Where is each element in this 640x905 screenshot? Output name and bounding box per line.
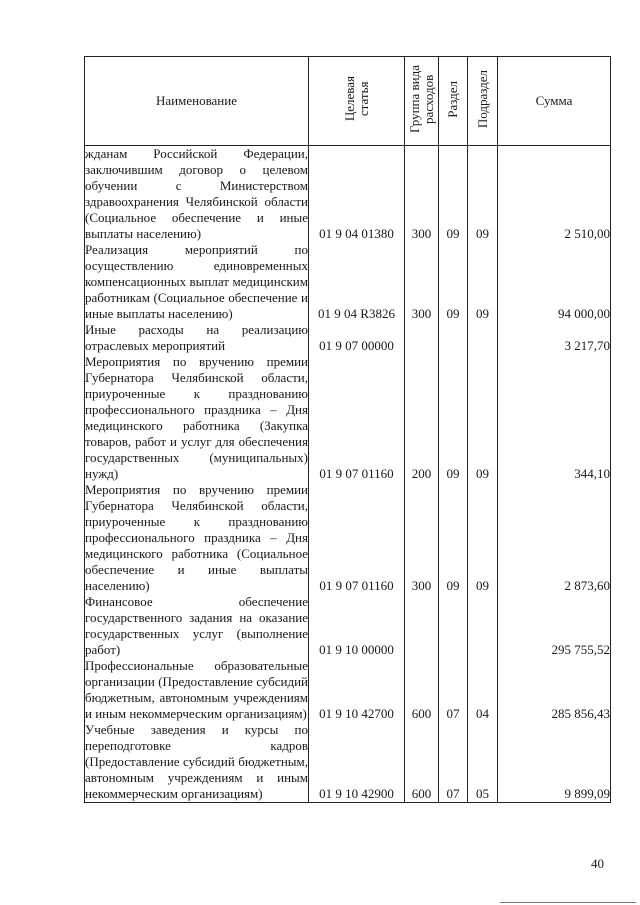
row-sum: 285 856,43 (498, 658, 611, 722)
row-subsection (468, 322, 498, 354)
row-sum: 94 000,00 (498, 242, 611, 322)
header-sum: Сумма (498, 57, 611, 146)
row-target-article: 01 9 10 42900 (309, 722, 405, 803)
row-target-article: 01 9 10 42700 (309, 658, 405, 722)
row-subsection: 09 (468, 146, 498, 243)
table-row (85, 482, 611, 594)
row-subsection: 09 (468, 242, 498, 322)
row-target-article: 01 9 07 01160 (309, 482, 405, 594)
row-expense-group: 600 (405, 658, 439, 722)
table-row (85, 658, 611, 722)
row-target-article: 01 9 04 01380 (309, 146, 405, 243)
row-expense-group: 300 (405, 482, 439, 594)
table-header-row (85, 57, 611, 146)
header-expense-group: Группа вида расходов (405, 57, 439, 146)
row-name: Финансовое обеспечение государственного задания на оказание государственных услуг (выполнение работ) (85, 594, 308, 657)
header-name: Наименование (85, 57, 309, 146)
row-target-article: 01 9 04 R3826 (309, 242, 405, 322)
table-row (85, 322, 611, 354)
row-section: 09 (439, 354, 468, 482)
row-expense-group: 600 (405, 722, 439, 803)
table-row (85, 722, 611, 803)
table-row (85, 594, 611, 658)
row-sum: 2 873,60 (498, 482, 611, 594)
row-section: 09 (439, 482, 468, 594)
row-expense-group: 300 (405, 146, 439, 243)
row-expense-group (405, 322, 439, 354)
row-subsection: 09 (468, 354, 498, 482)
row-subsection: 09 (468, 482, 498, 594)
row-sum: 2 510,00 (498, 146, 611, 243)
bottom-rule (500, 902, 636, 903)
row-expense-group: 200 (405, 354, 439, 482)
row-subsection: 04 (468, 658, 498, 722)
row-section: 07 (439, 722, 468, 803)
row-sum: 3 217,70 (498, 322, 611, 354)
row-subsection: 05 (468, 722, 498, 803)
row-section (439, 594, 468, 658)
row-sum: 9 899,09 (498, 722, 611, 803)
header-subsection: Подраздел (468, 57, 498, 146)
row-subsection (468, 594, 498, 658)
row-sum: 295 755,52 (498, 594, 611, 658)
table-row (85, 354, 611, 482)
row-sum: 344,10 (498, 354, 611, 482)
row-section: 09 (439, 146, 468, 243)
row-section: 09 (439, 242, 468, 322)
header-section: Раздел (439, 57, 468, 146)
row-target-article: 01 9 07 01160 (309, 354, 405, 482)
row-name: Учебные заведения и курсы по переподготовке кадров (Предоставление субсидий бюджетным, автономным учреждениям и иным некоммерческим организациям) (85, 722, 308, 801)
row-expense-group: 300 (405, 242, 439, 322)
budget-table (84, 56, 611, 803)
row-name: Мероприятия по вручению премии Губернатора Челябинской области, приуроченные к празднованию профессионального праздника – Дня медицинского работника (Закупка товаров, работ и услуг для обеспечения государственных (муниципальных) нужд) (85, 354, 308, 481)
row-target-article: 01 9 10 00000 (309, 594, 405, 658)
row-section: 07 (439, 658, 468, 722)
row-section (439, 322, 468, 354)
row-name: Реализация мероприятий по осуществлению единовременных компенсационных выплат медицинским работникам (Социальное обеспечение и иные выплаты населению) (85, 242, 308, 321)
table-row (85, 146, 611, 243)
row-name: Иные расходы на реализацию отраслевых мероприятий (85, 322, 308, 353)
table-row (85, 242, 611, 322)
page-number: 40 (591, 856, 604, 871)
row-target-article: 01 9 07 00000 (309, 322, 405, 354)
header-target-article: Целевая статья (309, 57, 405, 146)
row-name: Мероприятия по вручению премии Губернатора Челябинской области, приуроченные к празднованию профессионального праздника – Дня медицинского работника (Социальное обеспечение и иные выплаты населению) (85, 482, 308, 593)
row-name: Профессиональные образовательные организации (Предоставление субсидий бюджетным, автономным учреждениям и иным некоммерческим организациям) (85, 658, 308, 721)
row-name: жданам Российской Федерации, заключившим договор о целевом обучении с Министерством здравоохранения Челябинской области (Социальное обеспечение и иные выплаты населению) (85, 146, 308, 241)
row-expense-group (405, 594, 439, 658)
